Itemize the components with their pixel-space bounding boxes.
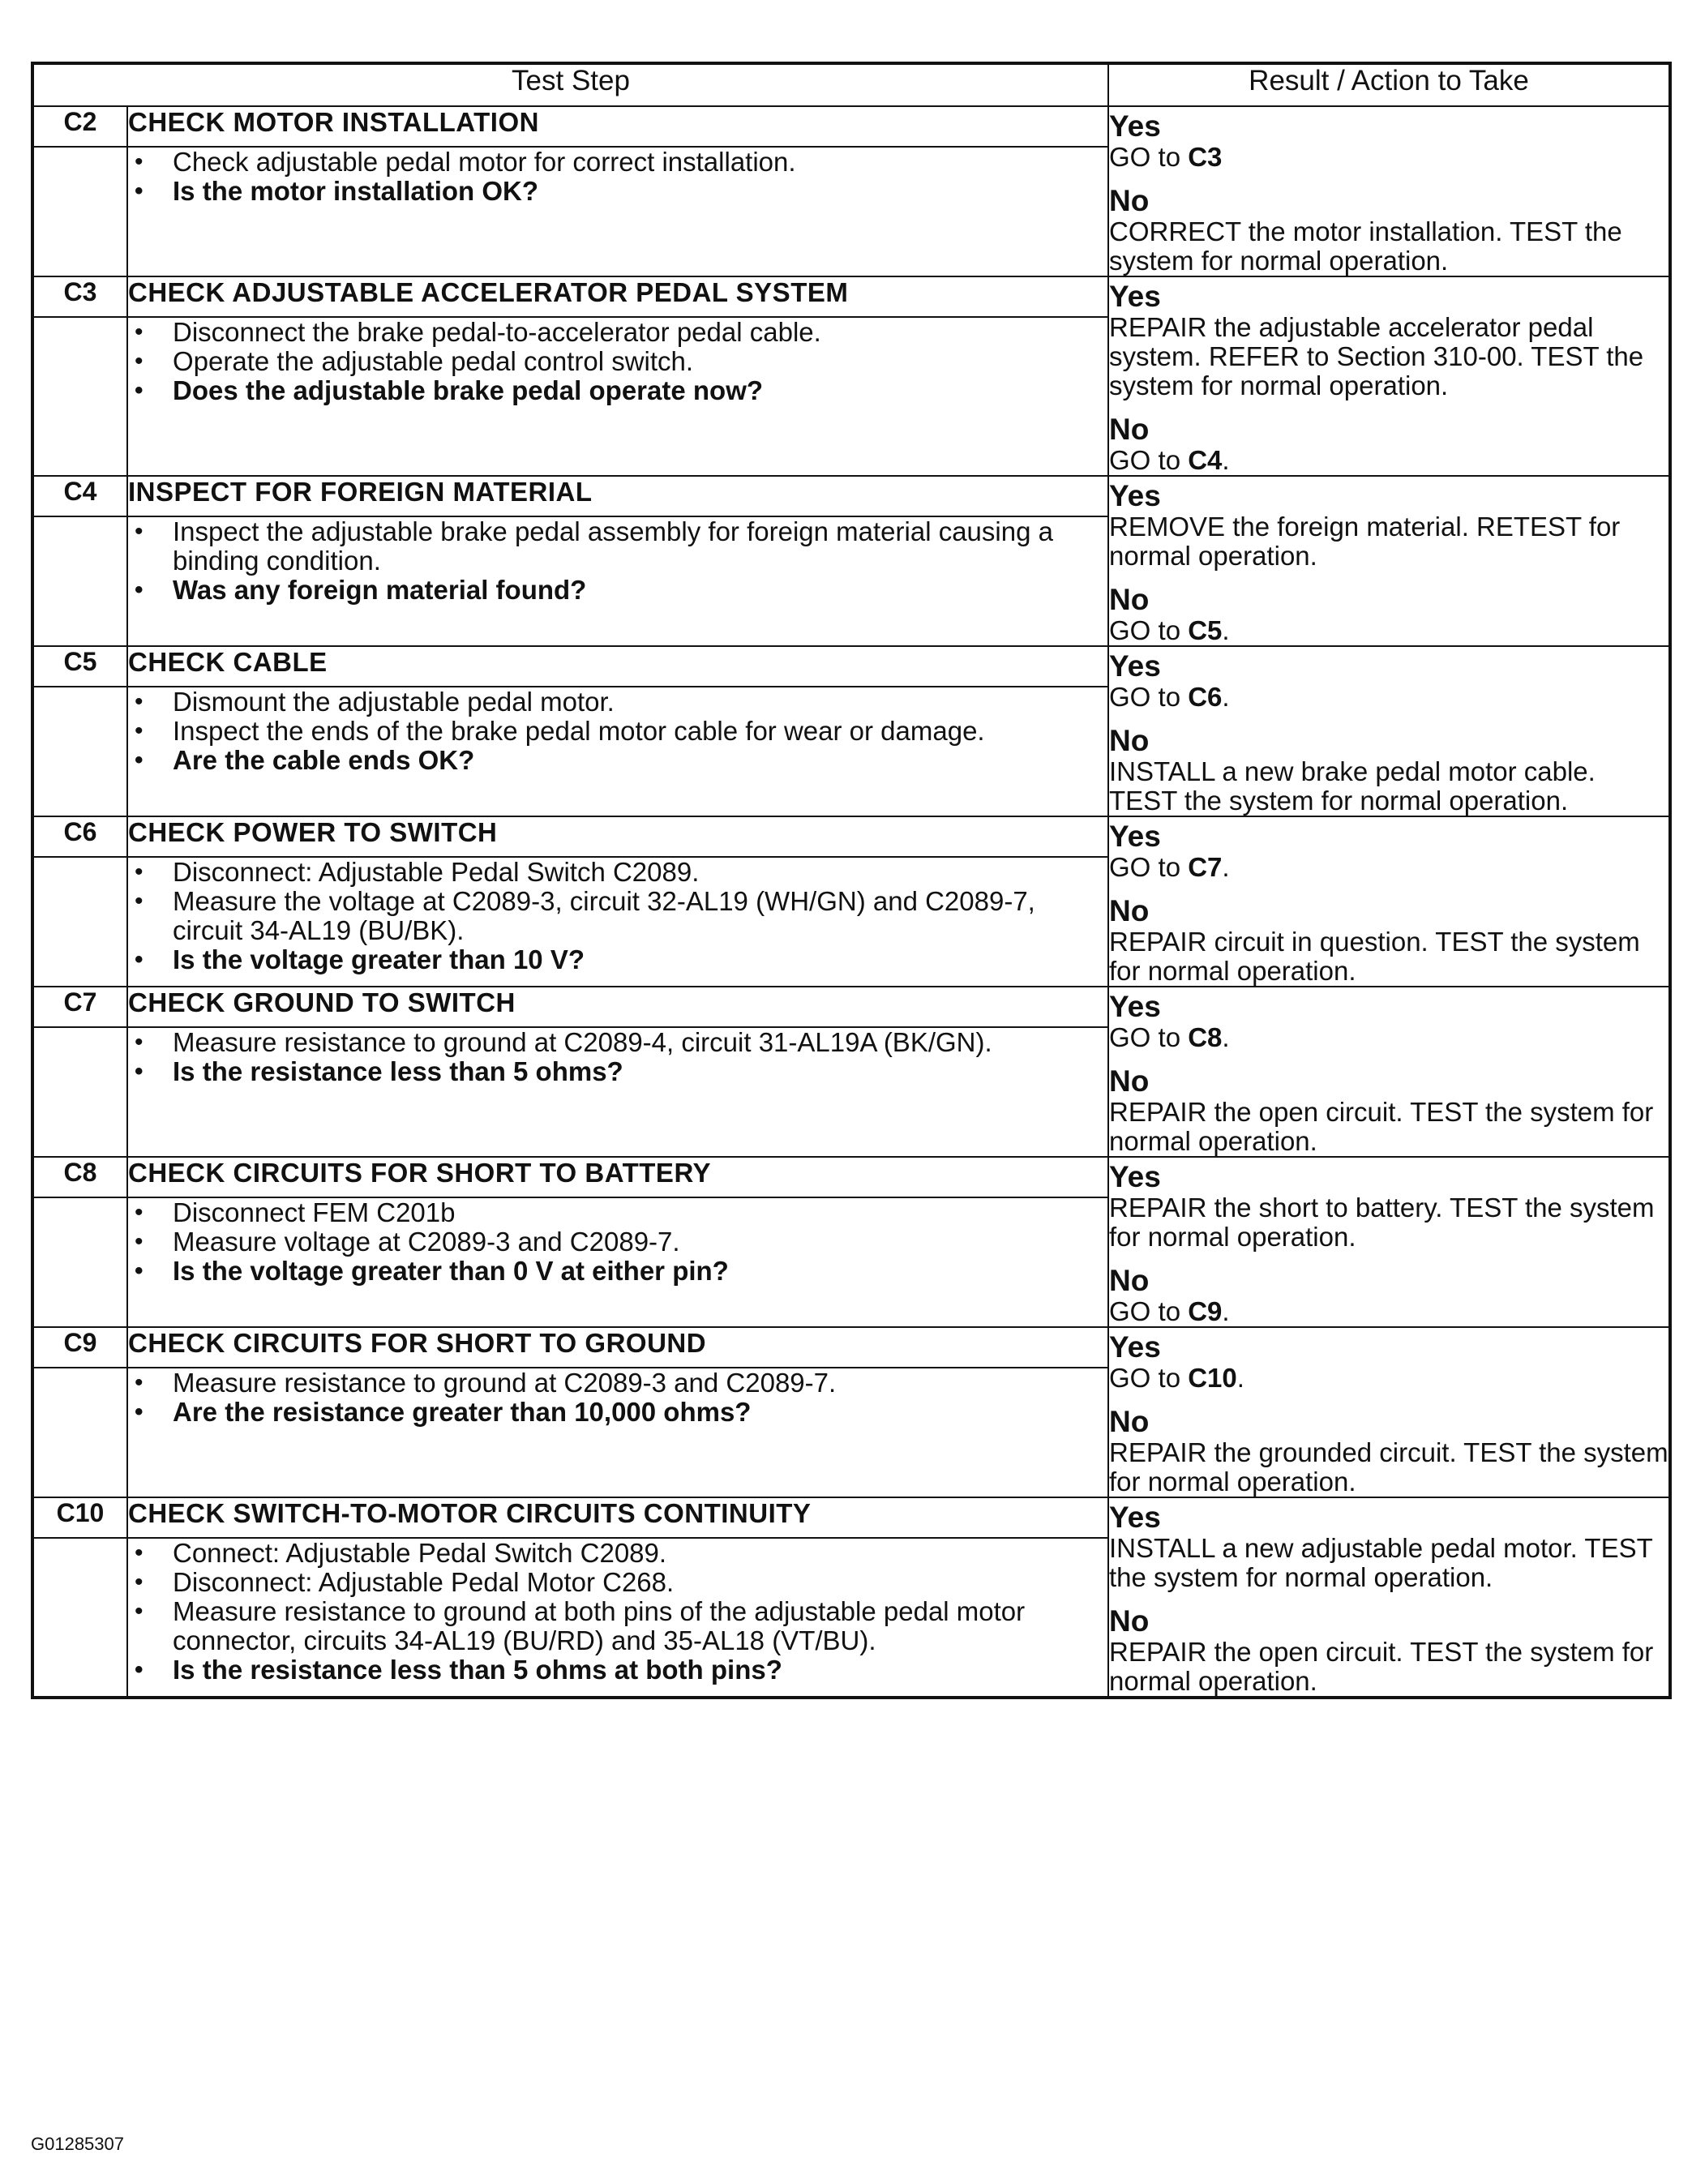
yes-action-text: REPAIR the adjustable accelerator pedal system. REFER to Section 310-00. TEST the system for normal operation.	[1109, 312, 1644, 400]
yes-action-tail: .	[1222, 852, 1230, 882]
yes-action	[1109, 512, 1668, 571]
no-action	[1109, 616, 1668, 645]
yes-action	[1109, 853, 1668, 882]
yes-action-text: GO to	[1109, 682, 1189, 712]
step-title: CHECK SWITCH-TO-MOTOR CIRCUITS CONTINUITY	[127, 1497, 1108, 1538]
step-instructions-cell	[127, 1197, 1108, 1327]
step-title-row	[32, 276, 1670, 317]
step-result-cell	[1108, 476, 1670, 646]
step-instructions-list	[128, 687, 1107, 775]
step-question: • Is the voltage greater than 10 V?	[128, 945, 1107, 974]
step-id: C5	[32, 646, 127, 687]
no-action	[1109, 757, 1668, 816]
step-question: • Are the resistance greater than 10,000 ohms?	[128, 1398, 1107, 1427]
no-action	[1109, 1098, 1668, 1156]
step-result-cell	[1108, 816, 1670, 987]
no-goto-ref: C9	[1188, 1296, 1223, 1326]
step-question: • Are the cable ends OK?	[128, 746, 1107, 775]
no-action-tail: .	[1222, 445, 1230, 475]
step-title-row	[32, 816, 1670, 857]
yes-action-text: REPAIR the short to battery. TEST the system for normal operation.	[1109, 1193, 1655, 1252]
figure-code: G01285307	[31, 2134, 124, 2154]
step-id-spacer	[32, 1538, 127, 1698]
step-title: CHECK CIRCUITS FOR SHORT TO BATTERY	[127, 1157, 1108, 1197]
step-instructions-list	[128, 858, 1107, 974]
step-instruction: • Check adjustable pedal motor for correct installation.	[128, 148, 1107, 177]
step-title-row	[32, 476, 1670, 516]
yes-label: Yes	[1109, 1160, 1161, 1193]
yes-action-text: GO to	[1109, 142, 1189, 172]
step-result-cell	[1108, 1497, 1670, 1698]
no-action-text: REPAIR circuit in question. TEST the system for normal operation.	[1109, 927, 1640, 986]
yes-action-text: GO to	[1109, 852, 1189, 882]
no-label: No	[1109, 1264, 1150, 1297]
no-label: No	[1109, 1064, 1150, 1098]
yes-action	[1109, 683, 1668, 712]
step-id-spacer	[32, 857, 127, 987]
step-id: C7	[32, 987, 127, 1027]
step-instructions-cell	[127, 1538, 1108, 1698]
yes-label: Yes	[1109, 479, 1161, 512]
yes-action	[1109, 143, 1668, 172]
step-result-cell	[1108, 106, 1670, 276]
no-action-text: REPAIR the open circuit. TEST the system for normal operation.	[1109, 1097, 1654, 1156]
yes-action	[1109, 1023, 1668, 1052]
step-question: • Does the adjustable brake pedal operate now?	[128, 376, 1107, 405]
step-title: CHECK MOTOR INSTALLATION	[127, 106, 1108, 147]
no-action-text: INSTALL a new brake pedal motor cable. TEST the system for normal operation.	[1109, 756, 1596, 816]
step-instruction: • Measure resistance to ground at C2089-3 and C2089-7.	[128, 1368, 1107, 1398]
step-id: C8	[32, 1157, 127, 1197]
step-question: • Is the resistance less than 5 ohms?	[128, 1057, 1107, 1086]
step-id: C3	[32, 276, 127, 317]
yes-goto-ref: C3	[1188, 142, 1223, 172]
yes-action-text: GO to	[1109, 1022, 1189, 1052]
yes-label: Yes	[1109, 990, 1161, 1023]
step-instructions-cell	[127, 317, 1108, 476]
no-action-text: GO to	[1109, 445, 1189, 475]
step-instruction: • Disconnect FEM C201b	[128, 1198, 1107, 1227]
step-id-spacer	[32, 1027, 127, 1157]
step-instructions-cell	[127, 147, 1108, 276]
yes-goto-ref: C7	[1188, 852, 1223, 882]
yes-action-text: REMOVE the foreign material. RETEST for normal operation.	[1109, 512, 1621, 571]
step-question: • Was any foreign material found?	[128, 576, 1107, 605]
yes-label: Yes	[1109, 1501, 1161, 1534]
no-action	[1109, 927, 1668, 986]
step-instructions-cell	[127, 516, 1108, 646]
step-instruction: • Operate the adjustable pedal control switch.	[128, 347, 1107, 376]
step-title: CHECK POWER TO SWITCH	[127, 816, 1108, 857]
no-label: No	[1109, 724, 1150, 757]
yes-action	[1109, 1364, 1668, 1393]
yes-label: Yes	[1109, 1330, 1161, 1364]
yes-goto-ref: C6	[1188, 682, 1223, 712]
no-action	[1109, 446, 1668, 475]
no-action-text: GO to	[1109, 615, 1189, 645]
step-title: CHECK CABLE	[127, 646, 1108, 687]
no-label: No	[1109, 184, 1150, 217]
step-result-cell	[1108, 1157, 1670, 1327]
pinpoint-test-table	[31, 62, 1672, 1699]
yes-action-tail: .	[1222, 1022, 1230, 1052]
step-id: C2	[32, 106, 127, 147]
yes-label: Yes	[1109, 649, 1161, 683]
step-instruction: • Inspect the ends of the brake pedal motor cable for wear or damage.	[128, 717, 1107, 746]
step-instruction: • Measure the voltage at C2089-3, circuit 32-AL19 (WH/GN) and C2089-7, circuit 34-AL19 (BU/BK).	[128, 887, 1107, 945]
step-instruction: • Disconnect: Adjustable Pedal Switch C2089.	[128, 858, 1107, 887]
no-action-tail: .	[1222, 1296, 1230, 1326]
step-title: CHECK GROUND TO SWITCH	[127, 987, 1108, 1027]
yes-goto-ref: C8	[1188, 1022, 1223, 1052]
step-instructions-cell	[127, 857, 1108, 987]
yes-action-tail: .	[1222, 682, 1230, 712]
step-instructions-cell	[127, 687, 1108, 816]
step-id-spacer	[32, 1368, 127, 1497]
header-test-step: Test Step	[32, 63, 1108, 106]
no-label: No	[1109, 1604, 1150, 1638]
step-title-row	[32, 1497, 1670, 1538]
yes-action-tail: .	[1236, 1363, 1244, 1393]
diagnostic-table-container	[31, 62, 1668, 1699]
no-label: No	[1109, 413, 1150, 446]
step-instructions-cell	[127, 1027, 1108, 1157]
no-action	[1109, 1297, 1668, 1326]
step-title-row	[32, 987, 1670, 1027]
step-id: C9	[32, 1327, 127, 1368]
header-result-action: Result / Action to Take	[1108, 63, 1670, 106]
step-instruction: • Dismount the adjustable pedal motor.	[128, 687, 1107, 717]
table-header-row	[32, 63, 1670, 106]
step-id-spacer	[32, 147, 127, 276]
step-question: • Is the voltage greater than 0 V at either pin?	[128, 1257, 1107, 1286]
no-action	[1109, 1638, 1668, 1696]
step-instruction: • Disconnect: Adjustable Pedal Motor C268.	[128, 1568, 1107, 1597]
yes-label: Yes	[1109, 820, 1161, 853]
step-instructions-list	[128, 517, 1107, 605]
step-title: INSPECT FOR FOREIGN MATERIAL	[127, 476, 1108, 516]
step-result-cell	[1108, 987, 1670, 1157]
yes-action	[1109, 313, 1668, 400]
yes-action	[1109, 1534, 1668, 1592]
yes-label: Yes	[1109, 280, 1161, 313]
step-id-spacer	[32, 317, 127, 476]
step-result-cell	[1108, 646, 1670, 816]
step-instructions-list	[128, 1368, 1107, 1427]
yes-label: Yes	[1109, 109, 1161, 143]
no-action	[1109, 217, 1668, 276]
step-instruction: • Measure voltage at C2089-3 and C2089-7.	[128, 1227, 1107, 1257]
step-instructions-cell	[127, 1368, 1108, 1497]
step-instructions-list	[128, 1539, 1107, 1685]
step-instruction: • Measure resistance to ground at both pins of the adjustable pedal motor connector, circuits 34-AL19 (BU/RD) and 35-AL18 (VT/BU).	[128, 1597, 1107, 1655]
step-question: • Is the motor installation OK?	[128, 177, 1107, 206]
no-action-text: REPAIR the open circuit. TEST the system for normal operation.	[1109, 1637, 1654, 1696]
test-steps-body	[32, 106, 1670, 1698]
no-goto-ref: C5	[1188, 615, 1223, 645]
no-label: No	[1109, 583, 1150, 616]
step-question: • Is the resistance less than 5 ohms at both pins?	[128, 1655, 1107, 1685]
step-title-row	[32, 646, 1670, 687]
no-action-text: REPAIR the grounded circuit. TEST the system for normal operation.	[1109, 1437, 1668, 1497]
yes-action-text: GO to	[1109, 1363, 1189, 1393]
no-action-text: CORRECT the motor installation. TEST the system for normal operation.	[1109, 216, 1622, 276]
step-title: CHECK ADJUSTABLE ACCELERATOR PEDAL SYSTEM	[127, 276, 1108, 317]
no-label: No	[1109, 1405, 1150, 1438]
step-id-spacer	[32, 687, 127, 816]
no-action-text: GO to	[1109, 1296, 1189, 1326]
step-id-spacer	[32, 1197, 127, 1327]
no-action-tail: .	[1222, 615, 1230, 645]
no-goto-ref: C4	[1188, 445, 1223, 475]
step-result-cell	[1108, 276, 1670, 476]
no-label: No	[1109, 894, 1150, 927]
step-id: C4	[32, 476, 127, 516]
step-instruction: • Measure resistance to ground at C2089-4, circuit 31-AL19A (BK/GN).	[128, 1028, 1107, 1057]
step-result-cell	[1108, 1327, 1670, 1497]
yes-action-text: INSTALL a new adjustable pedal motor. TEST the system for normal operation.	[1109, 1533, 1653, 1592]
step-instructions-list	[128, 148, 1107, 206]
step-instruction: • Disconnect the brake pedal-to-accelerator pedal cable.	[128, 318, 1107, 347]
step-instructions-list	[128, 1198, 1107, 1286]
yes-goto-ref: C10	[1188, 1363, 1237, 1393]
step-id-spacer	[32, 516, 127, 646]
yes-action	[1109, 1193, 1668, 1252]
step-instruction: • Connect: Adjustable Pedal Switch C2089.	[128, 1539, 1107, 1568]
no-action	[1109, 1438, 1668, 1497]
step-title-row	[32, 1327, 1670, 1368]
step-instructions-list	[128, 318, 1107, 405]
step-title-row	[32, 106, 1670, 147]
step-id: C10	[32, 1497, 127, 1538]
step-id: C6	[32, 816, 127, 857]
step-instructions-list	[128, 1028, 1107, 1086]
step-title-row	[32, 1157, 1670, 1197]
step-title: CHECK CIRCUITS FOR SHORT TO GROUND	[127, 1327, 1108, 1368]
step-instruction: • Inspect the adjustable brake pedal assembly for foreign material causing a binding condition.	[128, 517, 1107, 576]
